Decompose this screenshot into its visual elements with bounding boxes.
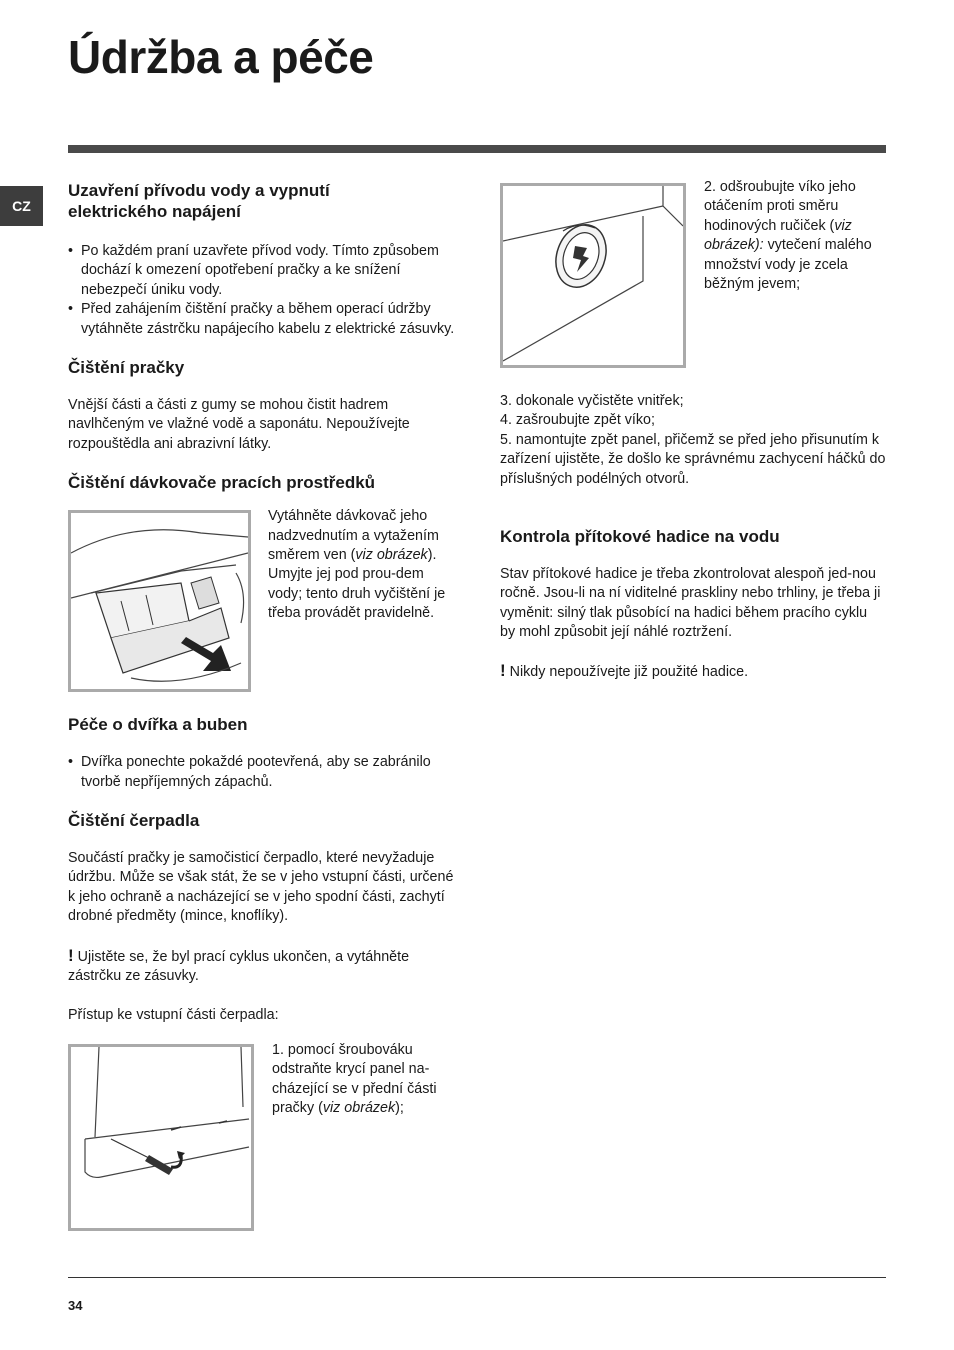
section-heading-pump: Čištění čerpadla [68, 811, 200, 831]
language-tab: CZ [0, 186, 43, 226]
list-item: • Před zahájením čištění pračky a během operací údržby vytáhněte zástrčku napájecího kabelu z elektrické zásuvky. [68, 300, 458, 339]
figure-reference: viz obrázek): [704, 217, 852, 254]
step2-text [686, 178, 886, 294]
warning-icon: ! [68, 945, 74, 965]
pump-access-text: Přístup ke vstupní části čerpadla: [68, 1006, 279, 1023]
page-title: Údržba a péče [68, 31, 374, 83]
warning-icon: ! [500, 660, 506, 680]
list-item: • Po každém praní uzavřete přívod vody. Tímto způsobem dochází k omezení opotřebení pračky a ke snížení nebezpečí úniku vody. [68, 242, 458, 300]
step-item: 4. zašroubujte zpět víko; [500, 412, 655, 429]
panel-removal-figure [68, 1044, 254, 1231]
section-heading-hose: Kontrola přítokové hadice na vodu [500, 527, 780, 547]
pump-cover-figure [500, 183, 686, 368]
hose-warning-text: Nikdy nepoužívejte již použité hadice. [505, 663, 749, 680]
pump-warning [68, 946, 458, 987]
pump-steps [500, 392, 886, 489]
water-power-list [68, 242, 458, 339]
section-heading-cleaning: Čištění pračky [68, 358, 185, 378]
header-bar [68, 145, 886, 153]
step1-text-part: ); [395, 1100, 404, 1117]
dispenser-figure [68, 510, 251, 692]
step-item: 3. dokonale vyčistěte vnitřek; [500, 393, 684, 409]
page-number: 34 [68, 1298, 83, 1313]
cleaning-text: Vnější části a části z gumy se mohou čistit hadrem navlhčeným ve vlažné vodě a saponátu. Nepoužívejte rozpouštědla ani abrazivní látky. [68, 397, 410, 452]
step1-text [254, 1041, 458, 1119]
pump-warning-text: Ujistěte se, že byl prací cyklus ukončen, a vytáhněte zástrčku ze zásuvky. [68, 948, 410, 985]
panel-removal-illustration [71, 1047, 251, 1228]
step-item: 5. namontujte zpět panel, přičemž se před jeho přisunutím k zařízení ujistěte, že došlo ke správnému zachycení háčků do příslušných podélných otvorů. [500, 431, 886, 487]
hose-text: Stav přítokové hadice je třeba zkontrolovat alespoň jed-nou ročně. Jsou-li na ní viditelné praskliny nebo trhliny, je třeba ji vyměnit: silný tlak působící na hadici během pracího cyklu by mohl způsobit její náhlé roztržení. [500, 566, 881, 641]
step2-text-part: 2. odšroubujte víko jeho otáčením proti směru hodinových ručiček ( [704, 179, 856, 234]
section-heading-door-drum: Péče o dvířka a buben [68, 715, 248, 735]
left-column [68, 180, 458, 1231]
figure-reference: viz obrázek [322, 1100, 396, 1117]
dispenser-text-part: ). Umyjte jej pod prou-dem vody; tento druh vyčištění je třeba provádět pravidelně. [268, 547, 446, 622]
pump-cover-illustration [503, 186, 683, 365]
section-heading-water-power: Uzavření přívodu vody a vypnutí elektrického napájení [68, 181, 330, 221]
pump-text: Součástí pračky je samočisticí čerpadlo, které nevyžaduje údržbu. Může se však stát, že se v jeho vstupní části, určené k jeho ochraně a nacházející se v jeho spodní části, zachytí drobné předměty (mince, knoflíky). [68, 850, 454, 925]
dispenser-drawer-illustration [71, 513, 248, 689]
footer-rule [68, 1277, 886, 1278]
hose-warning [500, 661, 886, 682]
dispenser-text-part: Vytáhněte dávkovač jeho nadzvednutím a vytažením směrem ven ( [268, 508, 439, 564]
list-item: • Dvířka ponechte pokaždé pootevřená, aby se zabránilo tvorbě nepříjemných zápachů. [68, 753, 458, 792]
dispenser-text [251, 507, 458, 623]
door-drum-list [68, 753, 458, 792]
right-column [500, 180, 886, 682]
step1-text-part: 1. pomocí šroubováku odstraňte krycí panel na-cházející se v přední části pračky ( [272, 1041, 437, 1117]
section-heading-dispenser: Čištění dávkovače pracích prostředků [68, 473, 376, 493]
step2-text-part: vytečení malého množství vody je zcela běžným jevem; [704, 237, 872, 293]
figure-reference: viz obrázek [355, 547, 428, 564]
